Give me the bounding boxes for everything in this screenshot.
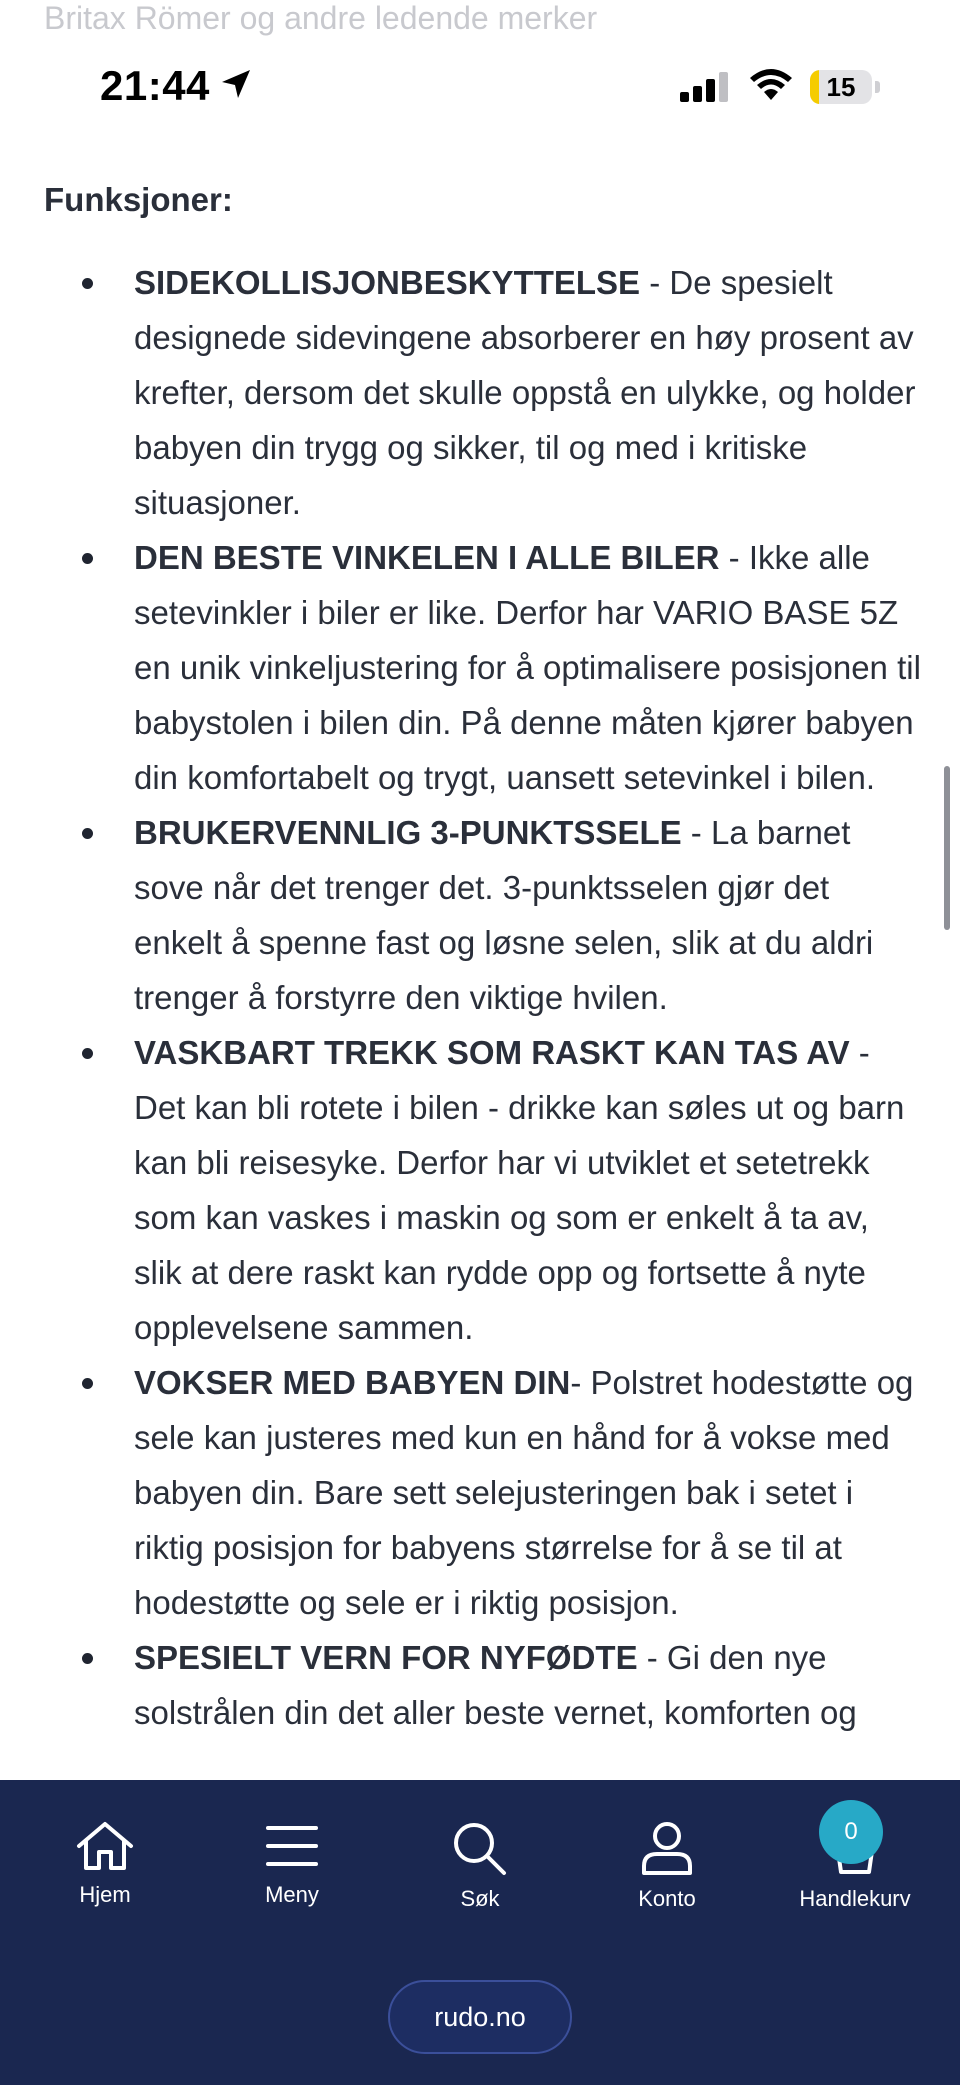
feature-item — [134, 1025, 924, 1355]
feature-text: - De spesielt designede sidevingene absorberer en høy prosent av krefter, dersom det skulle oppstå en ulykke, og holder babyen din trygg og sikker, til og med i kritiske situasjoner. — [134, 264, 916, 521]
account-icon — [639, 1820, 695, 1876]
page-heading-behind-status-bar: Britax Römer og andre ledende merker — [44, 0, 598, 36]
wifi-icon — [748, 66, 794, 102]
feature-item — [134, 1630, 924, 1740]
nav-search[interactable] — [390, 1820, 570, 1930]
nav-menu-label: Meny — [265, 1882, 319, 1907]
menu-icon — [264, 1820, 320, 1872]
feature-item — [134, 255, 924, 530]
feature-text: - La barnet sove når det trenger det. 3-punktsselen gjør det enkelt å spenne fast og løsne selen, slik at du aldri trenger å forstyrre den viktige hvilen. — [134, 814, 874, 1016]
feature-heading: SIDEKOLLISJONBESKYTTELSE — [134, 264, 641, 301]
feature-list — [44, 255, 924, 1740]
feature-heading: SPESIELT VERN FOR NYFØDTE — [134, 1639, 638, 1676]
browser-url-bar[interactable]: rudo.no — [388, 1980, 572, 2054]
location-arrow-icon — [220, 68, 252, 100]
cellular-signal-icon — [680, 72, 732, 102]
feature-heading: DEN BESTE VINKELEN I ALLE BILER — [134, 539, 720, 576]
feature-text: - Polstret hodestøtte og sele kan justeres med kun en hånd for å vokse med babyen din. Bare sett selejusteringen bak i setet i riktig posisjon for babyens størrelse for å se til at hodestøtte og sele er i riktig posisjon. — [134, 1364, 914, 1621]
feature-text: - Det kan bli rotete i bilen - drikke kan søles ut og barn kan bli reisesyke. Derfor har vi utviklet et setetrekk som kan vaskes i maskin og som er enkelt å ta av, slik at dere raskt kan rydde opp og fortsette å nyte opplevelsene sammen. — [134, 1034, 905, 1346]
home-icon — [75, 1820, 135, 1872]
feature-item — [134, 530, 924, 805]
section-title: Funksjoner: — [44, 181, 233, 218]
status-time: 21:44 — [100, 62, 210, 109]
search-icon — [450, 1820, 510, 1876]
nav-account[interactable] — [577, 1820, 757, 1930]
scrollbar[interactable] — [944, 766, 950, 930]
cart-count-badge: 0 — [819, 1800, 883, 1864]
feature-item — [134, 1355, 924, 1630]
nav-menu[interactable] — [202, 1820, 382, 1930]
feature-heading: BRUKERVENNLIG 3-PUNKTSSELE — [134, 814, 682, 851]
feature-text: - Gi den nye solstrålen din det aller beste vernet, komforten og — [134, 1639, 857, 1731]
battery-icon — [810, 70, 880, 104]
nav-account-label: Konto — [638, 1886, 696, 1911]
feature-heading: VASKBART TREKK SOM RASKT KAN TAS AV — [134, 1034, 850, 1071]
nav-search-label: Søk — [460, 1886, 500, 1911]
feature-item — [134, 805, 924, 1025]
battery-level: 15 — [826, 72, 856, 102]
status-bar — [0, 50, 960, 126]
feature-heading: VOKSER MED BABYEN DIN — [134, 1364, 571, 1401]
product-description — [44, 172, 924, 1740]
nav-cart-label: Handlekurv — [799, 1886, 911, 1911]
nav-home[interactable] — [15, 1820, 195, 1930]
feature-text: - Ikke alle setevinkler i biler er like. Derfor har VARIO BASE 5Z en unik vinkeljustering for å optimalisere posisjonen til babystolen i bilen din. På denne måten kjører babyen din komfortabelt og trygt, uansett setevinkel i bilen. — [134, 539, 921, 796]
nav-home-label: Hjem — [79, 1882, 131, 1907]
